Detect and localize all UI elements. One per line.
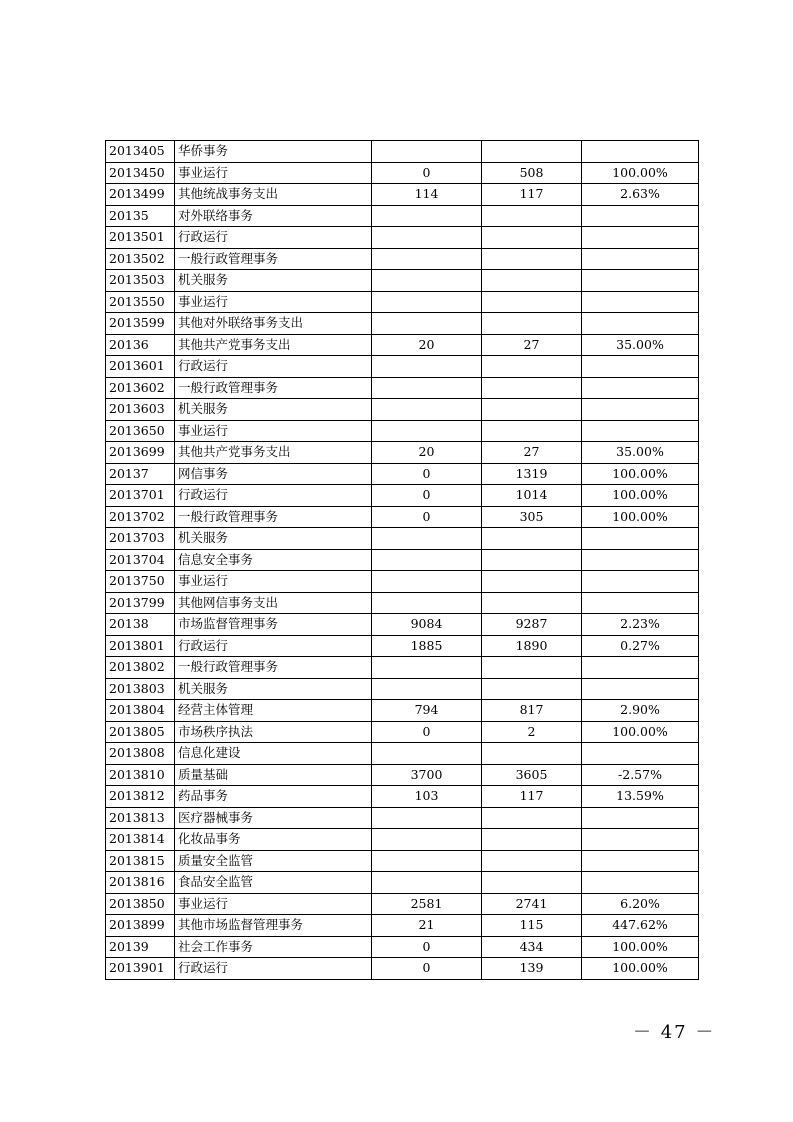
row-code: 2013599 [106,313,175,335]
row-code: 2013899 [106,915,175,937]
row-name: 其他市场监督管理事务 [175,915,372,937]
row-value-1: 114 [372,184,482,206]
table-row [106,442,699,464]
row-value-2 [482,227,582,249]
row-change-rate: 100.00% [582,162,699,184]
row-value-1 [372,678,482,700]
row-code: 2013808 [106,743,175,765]
row-value-2 [482,313,582,335]
row-name: 事业运行 [175,420,372,442]
row-change-rate [582,829,699,851]
row-value-2 [482,743,582,765]
row-code: 2013699 [106,442,175,464]
row-code: 2013503 [106,270,175,292]
row-value-1: 20 [372,334,482,356]
row-code: 20135 [106,205,175,227]
row-change-rate: 100.00% [582,506,699,528]
row-change-rate: 6.20% [582,893,699,915]
row-code: 2013704 [106,549,175,571]
row-change-rate: 35.00% [582,334,699,356]
row-value-2 [482,829,582,851]
table-row [106,764,699,786]
row-code: 2013815 [106,850,175,872]
row-value-1 [372,291,482,313]
row-value-1 [372,571,482,593]
row-change-rate [582,850,699,872]
row-name: 事业运行 [175,893,372,915]
row-value-2: 9287 [482,614,582,636]
row-name: 一般行政管理事务 [175,248,372,270]
row-value-1 [372,227,482,249]
table-row [106,356,699,378]
row-value-2: 117 [482,786,582,808]
row-value-2 [482,872,582,894]
table-row [106,399,699,421]
row-value-2: 2 [482,721,582,743]
row-change-rate: 2.23% [582,614,699,636]
row-value-2 [482,678,582,700]
row-code: 2013814 [106,829,175,851]
table-row [106,657,699,679]
row-change-rate [582,141,699,163]
row-value-1 [372,270,482,292]
row-value-2 [482,291,582,313]
row-name: 行政运行 [175,485,372,507]
row-change-rate: 0.27% [582,635,699,657]
table-row [106,313,699,335]
row-value-2 [482,592,582,614]
row-name: 其他网信事务支出 [175,592,372,614]
row-name: 行政运行 [175,227,372,249]
row-value-1: 0 [372,485,482,507]
table-row [106,915,699,937]
row-name: 医疗器械事务 [175,807,372,829]
row-name: 行政运行 [175,356,372,378]
row-change-rate: 100.00% [582,936,699,958]
row-value-2: 1014 [482,485,582,507]
row-value-1 [372,248,482,270]
row-value-1: 9084 [372,614,482,636]
row-code: 2013702 [106,506,175,528]
row-name: 机关服务 [175,399,372,421]
row-change-rate: 2.90% [582,700,699,722]
table-row [106,227,699,249]
row-code: 2013812 [106,786,175,808]
row-name: 机关服务 [175,528,372,550]
row-value-1: 103 [372,786,482,808]
row-code: 20138 [106,614,175,636]
row-change-rate [582,399,699,421]
row-change-rate [582,592,699,614]
row-value-2: 2741 [482,893,582,915]
row-change-rate: 35.00% [582,442,699,464]
row-change-rate: 13.59% [582,786,699,808]
table-row [106,678,699,700]
table-row [106,162,699,184]
row-name: 质量安全监管 [175,850,372,872]
row-change-rate [582,678,699,700]
row-value-1: 794 [372,700,482,722]
row-code: 2013803 [106,678,175,700]
table-row [106,184,699,206]
table-row [106,334,699,356]
row-name: 社会工作事务 [175,936,372,958]
row-name: 事业运行 [175,291,372,313]
row-value-1 [372,807,482,829]
row-value-2 [482,248,582,270]
row-name: 市场监督管理事务 [175,614,372,636]
row-name: 一般行政管理事务 [175,506,372,528]
table-row [106,592,699,614]
row-value-1 [372,420,482,442]
row-value-2: 115 [482,915,582,937]
row-name: 机关服务 [175,270,372,292]
row-value-1: 3700 [372,764,482,786]
row-name: 事业运行 [175,162,372,184]
row-code: 20137 [106,463,175,485]
row-code: 20139 [106,936,175,958]
page-number: － 47 － [633,1022,716,1043]
row-change-rate [582,657,699,679]
table-row [106,872,699,894]
table-row [106,141,699,163]
row-value-2: 117 [482,184,582,206]
row-value-1: 0 [372,506,482,528]
budget-table-container [105,140,698,980]
row-name: 信息安全事务 [175,549,372,571]
table-row [106,377,699,399]
row-code: 20136 [106,334,175,356]
table-row [106,893,699,915]
table-row [106,528,699,550]
row-value-2 [482,205,582,227]
table-row [106,614,699,636]
row-change-rate: 2.63% [582,184,699,206]
table-row [106,829,699,851]
row-value-1: 0 [372,162,482,184]
row-code: 2013810 [106,764,175,786]
row-change-rate [582,420,699,442]
row-name: 网信事务 [175,463,372,485]
row-change-rate [582,270,699,292]
budget-table-body [106,141,699,980]
row-name: 其他对外联络事务支出 [175,313,372,335]
row-code: 2013603 [106,399,175,421]
table-row [106,485,699,507]
table-row [106,721,699,743]
row-change-rate [582,549,699,571]
row-value-1 [372,743,482,765]
table-row [106,270,699,292]
row-name: 其他共产党事务支出 [175,334,372,356]
row-value-2 [482,270,582,292]
row-name: 华侨事务 [175,141,372,163]
row-value-2 [482,528,582,550]
row-value-2: 508 [482,162,582,184]
row-value-1: 0 [372,721,482,743]
row-code: 2013816 [106,872,175,894]
table-row [106,571,699,593]
row-code: 2013701 [106,485,175,507]
row-value-1 [372,205,482,227]
table-row [106,506,699,528]
budget-table [105,140,699,980]
row-value-1: 0 [372,463,482,485]
row-name: 行政运行 [175,635,372,657]
row-change-rate [582,528,699,550]
row-value-2 [482,571,582,593]
row-change-rate [582,205,699,227]
row-code: 2013799 [106,592,175,614]
row-name: 一般行政管理事务 [175,657,372,679]
row-value-2 [482,420,582,442]
row-code: 2013450 [106,162,175,184]
row-name: 机关服务 [175,678,372,700]
table-row [106,291,699,313]
row-code: 2013501 [106,227,175,249]
row-name: 行政运行 [175,958,372,980]
row-code: 2013550 [106,291,175,313]
row-value-2: 139 [482,958,582,980]
row-value-2: 1319 [482,463,582,485]
row-change-rate: 100.00% [582,485,699,507]
row-change-rate [582,248,699,270]
row-change-rate [582,377,699,399]
row-code: 2013801 [106,635,175,657]
row-change-rate: 100.00% [582,721,699,743]
row-code: 2013804 [106,700,175,722]
row-change-rate [582,356,699,378]
row-value-2 [482,807,582,829]
row-code: 2013750 [106,571,175,593]
table-row [106,549,699,571]
table-row [106,635,699,657]
row-value-1: 20 [372,442,482,464]
table-row [106,958,699,980]
row-change-rate: 100.00% [582,958,699,980]
row-value-2 [482,377,582,399]
row-value-2: 817 [482,700,582,722]
row-value-2 [482,399,582,421]
row-code: 2013805 [106,721,175,743]
row-value-1 [372,528,482,550]
table-row [106,248,699,270]
row-value-1 [372,592,482,614]
table-row [106,463,699,485]
row-value-1 [372,872,482,894]
row-code: 2013813 [106,807,175,829]
row-name: 经营主体管理 [175,700,372,722]
row-name: 其他共产党事务支出 [175,442,372,464]
row-value-2 [482,356,582,378]
row-value-2 [482,141,582,163]
row-change-rate [582,291,699,313]
row-name: 其他统战事务支出 [175,184,372,206]
table-row [106,850,699,872]
row-value-1 [372,356,482,378]
row-value-1 [372,829,482,851]
row-change-rate [582,571,699,593]
row-value-1: 1885 [372,635,482,657]
row-value-2: 1890 [482,635,582,657]
table-row [106,205,699,227]
row-change-rate: 100.00% [582,463,699,485]
row-name: 市场秩序执法 [175,721,372,743]
row-name: 信息化建设 [175,743,372,765]
row-value-1 [372,850,482,872]
row-code: 2013601 [106,356,175,378]
row-value-1 [372,313,482,335]
row-name: 一般行政管理事务 [175,377,372,399]
row-code: 2013901 [106,958,175,980]
row-code: 2013405 [106,141,175,163]
table-row [106,807,699,829]
row-value-1: 0 [372,936,482,958]
row-code: 2013502 [106,248,175,270]
row-value-1 [372,549,482,571]
row-code: 2013850 [106,893,175,915]
row-name: 事业运行 [175,571,372,593]
row-name: 药品事务 [175,786,372,808]
row-value-2 [482,657,582,679]
row-change-rate [582,313,699,335]
row-code: 2013650 [106,420,175,442]
table-row [106,936,699,958]
row-value-1: 2581 [372,893,482,915]
table-row [106,786,699,808]
row-change-rate: -2.57% [582,764,699,786]
row-value-1: 21 [372,915,482,937]
table-row [106,700,699,722]
row-name: 对外联络事务 [175,205,372,227]
table-row [106,420,699,442]
row-value-1 [372,377,482,399]
row-value-1 [372,141,482,163]
row-value-1 [372,657,482,679]
row-value-2: 27 [482,442,582,464]
row-code: 2013499 [106,184,175,206]
row-change-rate: 447.62% [582,915,699,937]
row-value-1 [372,399,482,421]
row-value-2 [482,850,582,872]
row-value-2: 434 [482,936,582,958]
row-code: 2013802 [106,657,175,679]
row-name: 化妆品事务 [175,829,372,851]
row-code: 2013602 [106,377,175,399]
row-code: 2013703 [106,528,175,550]
row-change-rate [582,743,699,765]
row-name: 质量基础 [175,764,372,786]
row-change-rate [582,227,699,249]
table-row [106,743,699,765]
row-change-rate [582,872,699,894]
row-value-2: 27 [482,334,582,356]
row-name: 食品安全监管 [175,872,372,894]
row-value-1: 0 [372,958,482,980]
row-value-2 [482,549,582,571]
row-value-2: 305 [482,506,582,528]
row-value-2: 3605 [482,764,582,786]
row-change-rate [582,807,699,829]
